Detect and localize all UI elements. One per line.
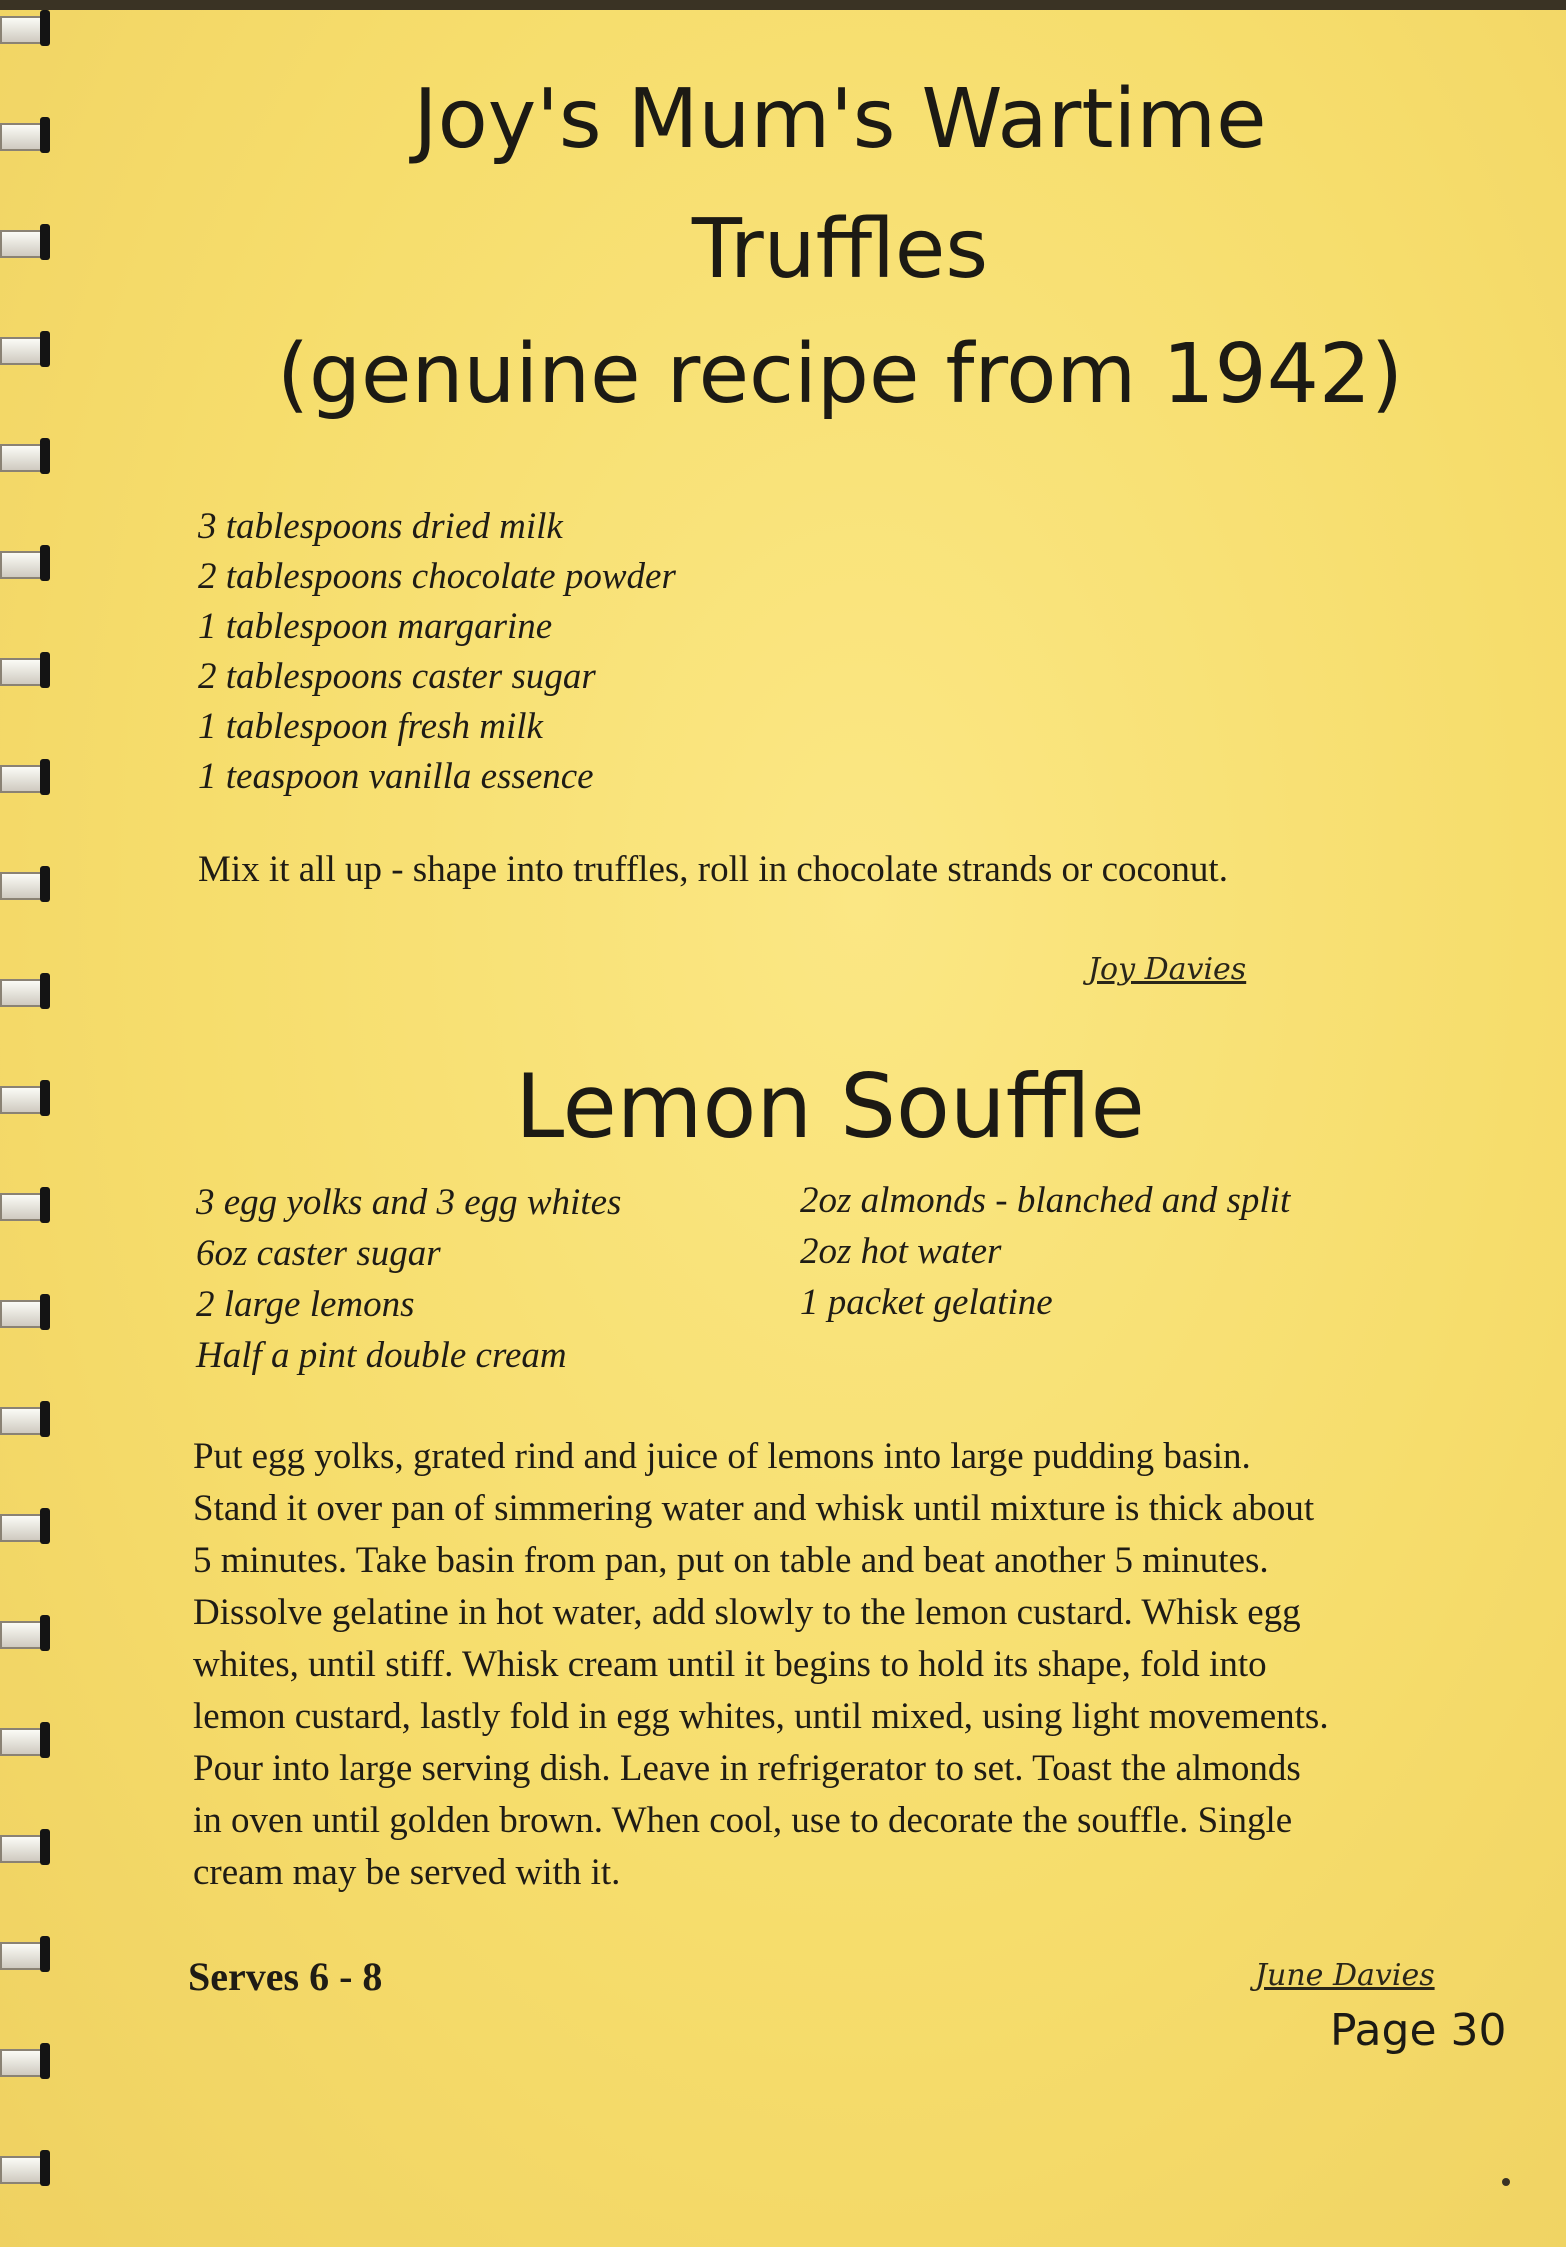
binding-ring-post <box>40 866 50 902</box>
binding-ring-post <box>40 1829 50 1865</box>
binding-ring-post <box>40 331 50 367</box>
recipe1-title-line2: Truffles <box>691 202 989 297</box>
page-number: Page 30 <box>1330 2005 1507 2056</box>
binding-ring-post <box>40 1615 50 1651</box>
ingredient-item: 3 tablespoons dried milk <box>198 506 563 547</box>
binding-ring-post <box>40 10 50 46</box>
binding-ring-post <box>40 973 50 1009</box>
page-speck <box>1502 2178 1510 2186</box>
ingredient-item: 2 tablespoons chocolate powder <box>198 556 676 597</box>
ingredient-item: 2 tablespoons caster sugar <box>198 656 596 697</box>
serves-count: Serves 6 - 8 <box>188 1954 383 1999</box>
binding-ring-post <box>40 2043 50 2079</box>
binding-ring-post <box>40 1722 50 1758</box>
recipe1-title-line3: (genuine recipe from 1942) <box>276 327 1404 422</box>
binding-ring-post <box>40 1187 50 1223</box>
method-line: in oven until golden brown. When cool, use to decorate the souffle. Single <box>193 1800 1293 1841</box>
ingredient-item: 2oz almonds - blanched and split <box>800 1180 1291 1221</box>
recipe2-method <box>193 1431 1329 1899</box>
recipe1-signature: Joy Davies <box>1088 952 1247 987</box>
method-line: Stand it over pan of simmering water and whisk until mixture is thick about <box>193 1488 1315 1529</box>
method-line: Dissolve gelatine in hot water, add slowly to the lemon custard. Whisk egg <box>193 1592 1301 1633</box>
binding-ring-post <box>40 438 50 474</box>
spiral-binding <box>0 0 72 2247</box>
ingredient-item: 2oz hot water <box>800 1231 1002 1272</box>
binding-ring-post <box>40 1508 50 1544</box>
ingredient-item: 6oz caster sugar <box>196 1233 441 1274</box>
ingredient-item: 2 large lemons <box>196 1284 415 1325</box>
recipe2-ingredients-right <box>800 1175 1290 1328</box>
ingredient-item: Half a pint double cream <box>196 1335 567 1376</box>
binding-ring-post <box>40 759 50 795</box>
ingredient-item: 3 egg yolks and 3 egg whites <box>196 1182 622 1223</box>
binding-ring-post <box>40 1294 50 1330</box>
binding-ring-post <box>40 224 50 260</box>
binding-ring-post <box>40 1936 50 1972</box>
binding-ring-post <box>40 1401 50 1437</box>
method-line: cream may be served with it. <box>193 1852 621 1893</box>
ingredient-item: 1 packet gelatine <box>800 1282 1053 1323</box>
ingredient-item: 1 tablespoon fresh milk <box>198 706 543 747</box>
ingredient-item: 1 tablespoon margarine <box>198 606 553 647</box>
binding-ring-post <box>40 1080 50 1116</box>
recipe1-title-line1: Joy's Mum's Wartime <box>413 72 1267 167</box>
binding-ring-post <box>40 545 50 581</box>
method-line: whites, until stiff. Whisk cream until it begins to hold its shape, fold into <box>193 1644 1267 1685</box>
binding-ring-post <box>40 117 50 153</box>
recipe2-ingredients-left <box>196 1177 621 1381</box>
method-line: Pour into large serving dish. Leave in refrigerator to set. Toast the almonds <box>193 1748 1301 1789</box>
method-line: Put egg yolks, grated rind and juice of lemons into large pudding basin. <box>193 1436 1251 1477</box>
recipe2-title: Lemon Souffle <box>515 1055 1145 1158</box>
method-line: lemon custard, lastly fold in egg whites, until mixed, using light movements. <box>193 1696 1329 1737</box>
page-top-edge <box>0 0 1566 10</box>
recipe1-ingredients <box>198 502 676 802</box>
ingredient-item: 1 teaspoon vanilla essence <box>198 756 594 797</box>
method-line: 5 minutes. Take basin from pan, put on table and beat another 5 minutes. <box>193 1540 1269 1581</box>
binding-ring-post <box>40 2150 50 2186</box>
binding-ring-post <box>40 652 50 688</box>
recipe1-method: Mix it all up - shape into truffles, roll in chocolate strands or coconut. <box>198 849 1228 890</box>
recipe2-signature: June Davies <box>1255 1958 1435 1993</box>
